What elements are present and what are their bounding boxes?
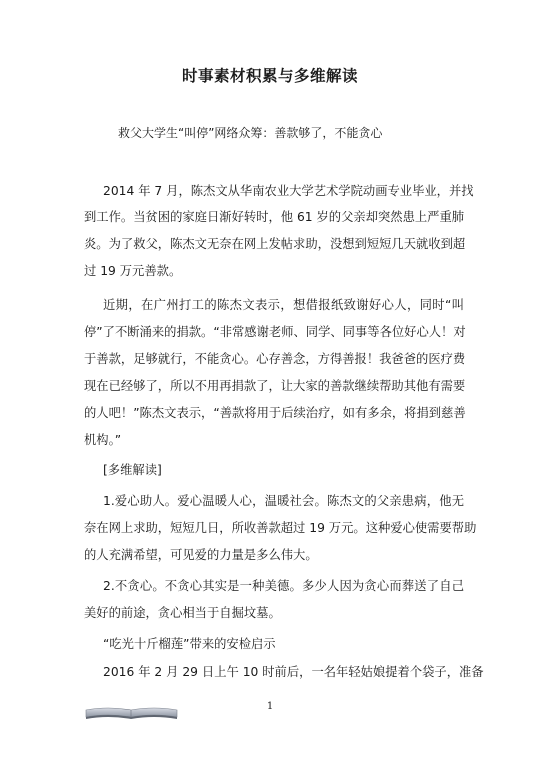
paragraph-line: 的人吧！”陈杰文表示，“善款将用于后续治疗，如有多余，将捐到慈善 (84, 406, 466, 420)
paragraph-line: 奈在网上求助，短短几日，所收善款超过 19 万元。这种爱心使需要帮助 (84, 521, 477, 535)
paragraph-line: 过 19 万元善款。 (84, 264, 182, 278)
paragraph-line: 2014 年 7 月，陈杰文从华南农业大学艺术学院动画专业毕业，并找 (103, 184, 474, 198)
paragraph-line: 近期，在广州打工的陈杰文表示，想借报纸致谢好心人，同时“叫 (103, 298, 464, 312)
paragraph-line: 现在已经够了，所以不用再捐款了，让大家的善款继续帮助其他有需要 (84, 379, 466, 393)
page-number: 1 (266, 701, 274, 712)
paragraph-line: 2016 年 2 月 29 日上午 10 时前后，一名年轻姑娘提着个袋子，准备 (103, 665, 484, 679)
document-title: 时事素材积累与多维解读 (181, 67, 358, 85)
paragraph-line: 2.不贪心。不贪心其实是一种美德。多少人因为贪心而葬送了自己 (103, 579, 464, 593)
paragraph-line: 于善款，足够就行，不能贪心。心存善念，方得善报！我爸爸的医疗费 (84, 352, 466, 366)
paragraph-line: 机构。” (84, 433, 122, 447)
paragraph-line: 1.爱心助人。爱心温暖人心，温暖社会。陈杰文的父亲患病，他无 (103, 494, 464, 508)
paragraph-line: 美好的前途，贪心相当于自掘坟墓。 (84, 606, 281, 620)
paragraph-line: 的人充满希望，可见爱的力量是多么伟大。 (84, 548, 318, 562)
news-subtitle: “吃光十斤榴莲”带来的安检启示 (103, 637, 276, 651)
paragraph-line: 到工作。当贫困的家庭日渐好转时，他 61 岁的父亲却突然患上严重肺 (84, 210, 465, 224)
paragraph-line: 停”了不断涌来的捐款。“非常感谢老师、同学、同事等各位好心人！对 (84, 325, 466, 339)
paragraph-line: 炎。为了救父，陈杰文无奈在网上发帖求助，没想到短短几天就收到超 (84, 237, 466, 251)
section-heading: [多维解读] (103, 463, 162, 477)
news-subtitle: 救父大学生“叫停”网络众筹：善款够了，不能贪心 (118, 126, 383, 140)
open-book-icon (84, 704, 179, 722)
